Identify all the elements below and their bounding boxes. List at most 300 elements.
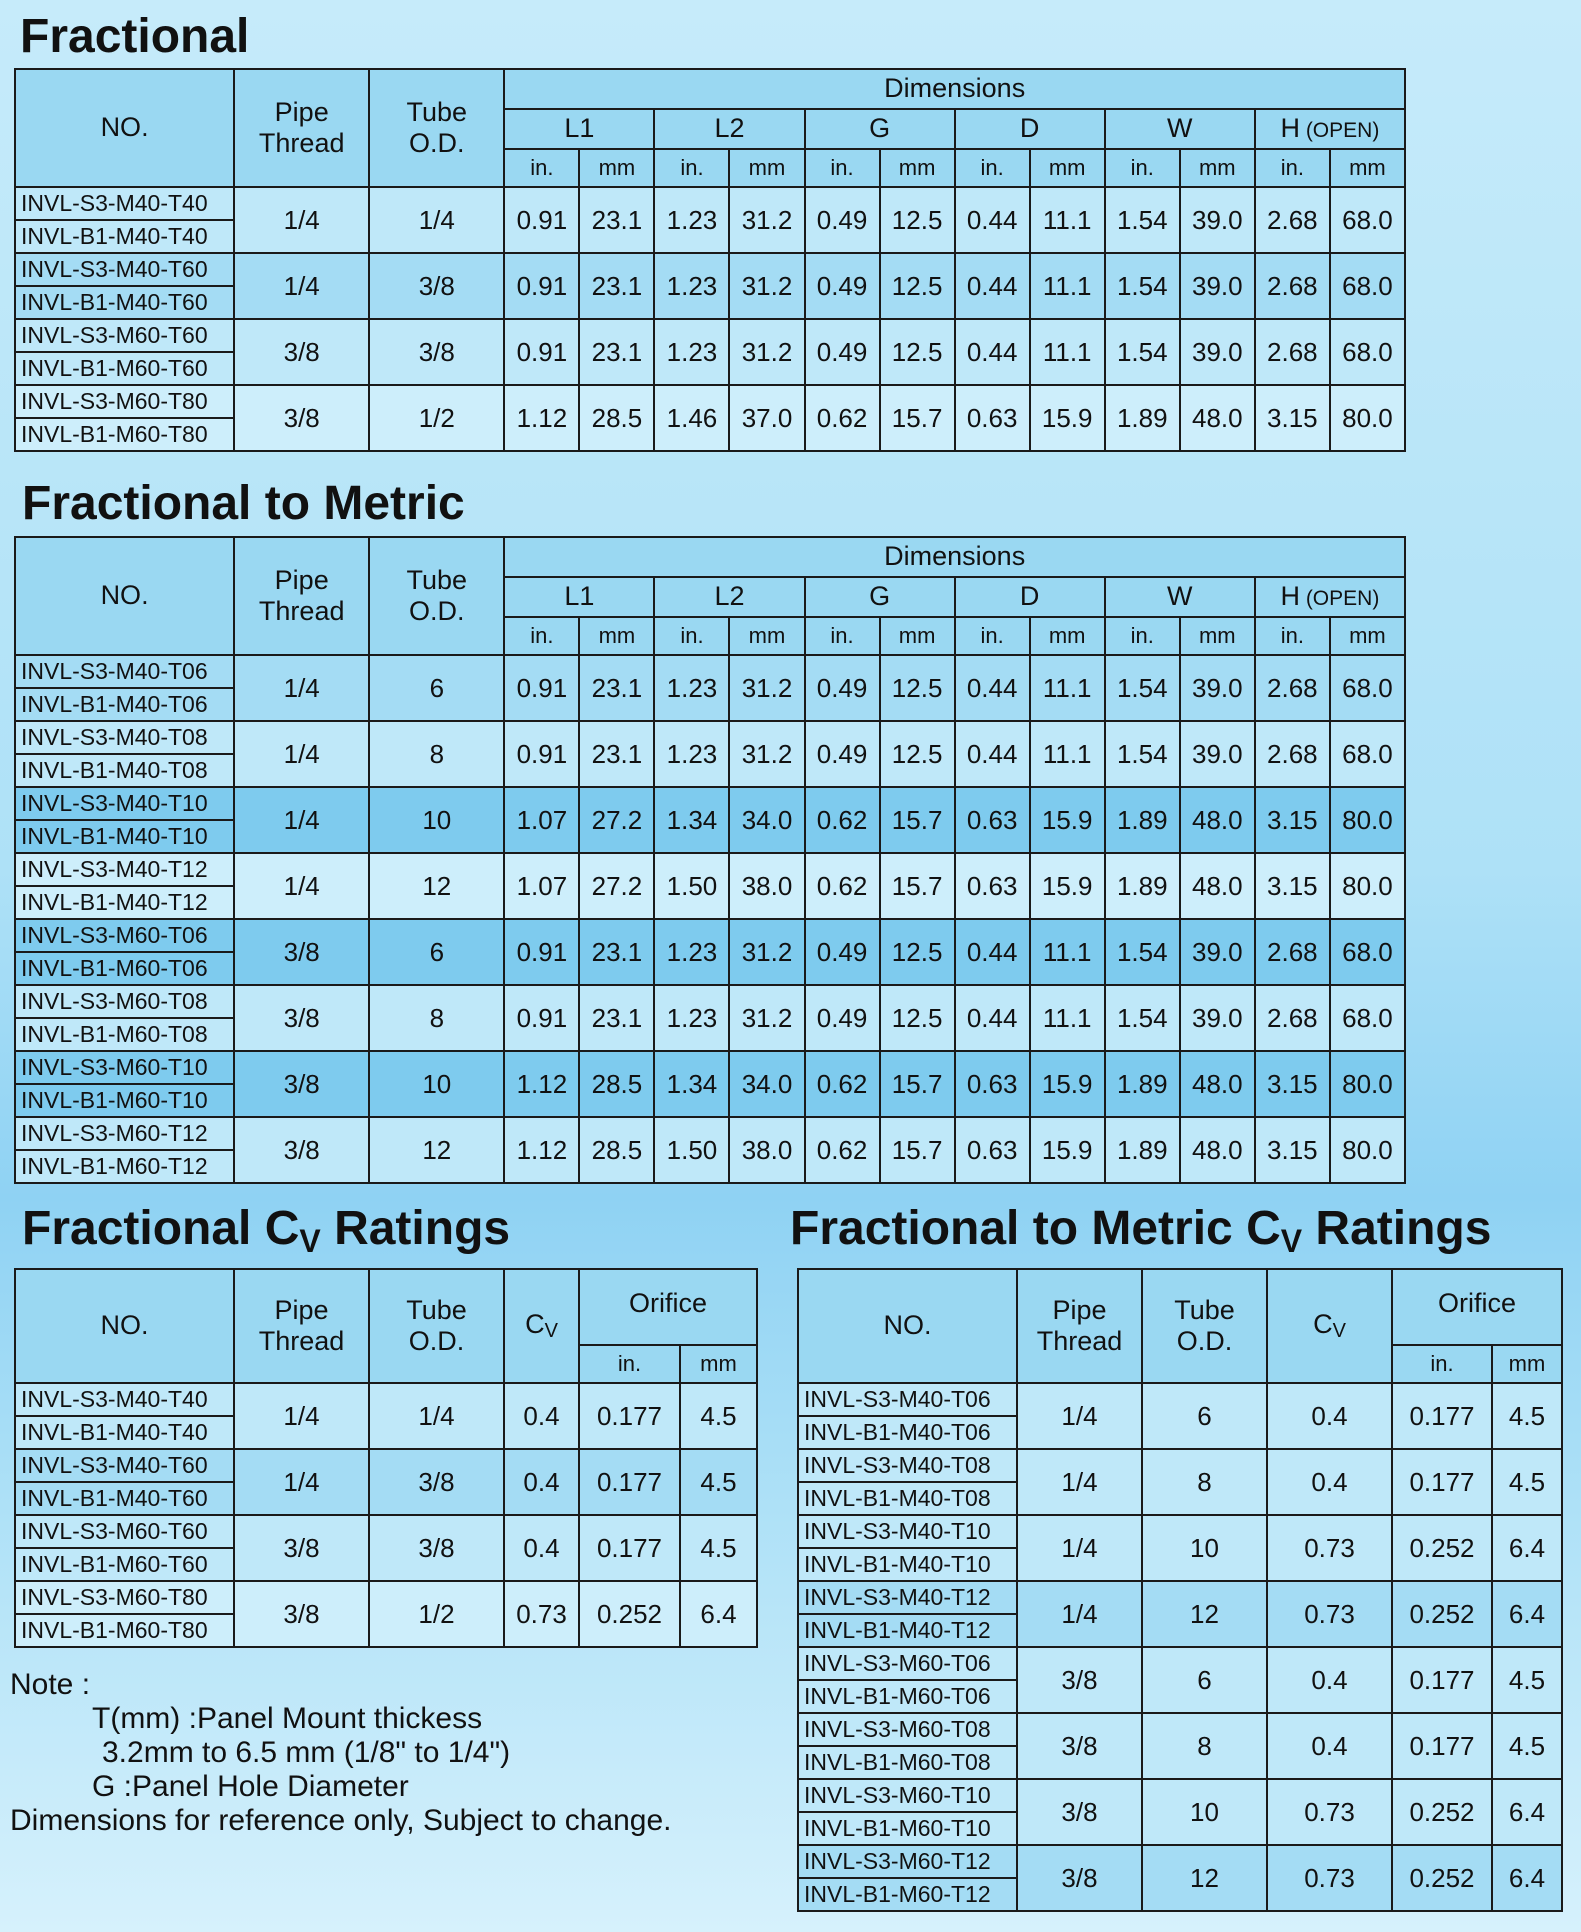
model-number: INVL-B1-M60-T60: [15, 1548, 234, 1581]
dimension-value: 1.12: [504, 385, 579, 451]
fractional-dimensions-table: [14, 68, 1406, 452]
model-number: INVL-S3-M40-T12: [15, 853, 234, 886]
orifice-in-value: 0.177: [579, 1515, 680, 1581]
tube-od-value: 10: [1142, 1515, 1267, 1581]
dimension-value: 68.0: [1330, 655, 1405, 721]
pipe-thread-value: 3/8: [234, 919, 369, 985]
dimension-value: 38.0: [729, 853, 804, 919]
model-number: INVL-B1-M60-T12: [798, 1878, 1017, 1911]
dimension-value: 1.34: [654, 1051, 729, 1117]
model-number: INVL-B1-M60-T80: [15, 418, 234, 451]
header-unit-in: in.: [579, 1345, 680, 1383]
dimension-value: 15.9: [1030, 1117, 1105, 1183]
header-text: Thread: [1036, 1326, 1123, 1356]
title-text: Fractional to Metric C: [790, 1202, 1281, 1255]
dimension-value: 11.1: [1030, 319, 1105, 385]
header-tube-od: [369, 537, 504, 655]
dimension-value: 15.9: [1030, 853, 1105, 919]
header-l2: L2: [654, 109, 804, 149]
header-text: H: [1280, 113, 1300, 144]
model-number: INVL-S3-M40-T60: [15, 253, 234, 286]
table-row: [15, 1515, 757, 1548]
header-g: G: [805, 109, 955, 149]
table-row: [15, 187, 1405, 220]
dimension-value: 11.1: [1030, 655, 1105, 721]
table-row: [15, 385, 1405, 418]
tube-od-value: 1/2: [369, 1581, 504, 1647]
tube-od-value: 1/4: [369, 1383, 504, 1449]
header-g: G: [805, 577, 955, 617]
dimension-value: 11.1: [1030, 253, 1105, 319]
dimension-value: 11.1: [1030, 187, 1105, 253]
model-number: INVL-S3-M40-T06: [15, 655, 234, 688]
tube-od-value: 10: [369, 1051, 504, 1117]
header-text: Thread: [258, 1326, 345, 1356]
dimension-value: 1.07: [504, 787, 579, 853]
dimension-value: 1.23: [654, 253, 729, 319]
header-tube-od: [369, 69, 504, 187]
header-orifice: Orifice: [579, 1269, 757, 1345]
header-unit-in: in.: [805, 617, 880, 655]
orifice-mm-value: 4.5: [1492, 1383, 1562, 1449]
dimension-value: 0.62: [805, 787, 880, 853]
dimension-value: 0.91: [504, 919, 579, 985]
pipe-thread-value: 1/4: [234, 1383, 369, 1449]
header-unit-mm: mm: [579, 149, 654, 187]
title-text: Ratings: [320, 1202, 511, 1255]
model-number: INVL-S3-M60-T60: [15, 1515, 234, 1548]
header-text: Thread: [258, 128, 345, 158]
tube-od-value: 12: [369, 1117, 504, 1183]
header-h: [1255, 109, 1405, 149]
dimension-value: 39.0: [1180, 253, 1255, 319]
dimension-value: 48.0: [1180, 853, 1255, 919]
pipe-thread-value: 3/8: [234, 319, 369, 385]
table-row: [798, 1581, 1562, 1614]
dimension-value: 0.91: [504, 985, 579, 1051]
dimension-value: 1.89: [1105, 1051, 1180, 1117]
table-row: [798, 1515, 1562, 1548]
header-unit-in: in.: [504, 149, 579, 187]
orifice-mm-value: 6.4: [680, 1581, 757, 1647]
pipe-thread-value: 3/8: [1017, 1713, 1142, 1779]
section-title-fractional-to-metric-cv-ratings: [790, 1202, 1491, 1268]
model-number: INVL-S3-M60-T08: [15, 985, 234, 1018]
header-text: (OPEN): [1299, 587, 1380, 611]
header-orifice: Orifice: [1392, 1269, 1562, 1345]
note-line: T(mm) :Panel Mount thickess: [92, 1702, 483, 1735]
section-title-fractional: Fractional: [20, 10, 250, 63]
header-no: NO.: [15, 69, 234, 187]
header-d: D: [955, 109, 1105, 149]
orifice-mm-value: 4.5: [680, 1383, 757, 1449]
orifice-mm-value: 4.5: [1492, 1647, 1562, 1713]
dimension-value: 12.5: [880, 187, 955, 253]
dimension-value: 0.44: [955, 319, 1030, 385]
header-unit-mm: mm: [880, 149, 955, 187]
orifice-mm-value: 4.5: [1492, 1449, 1562, 1515]
model-number: INVL-S3-M60-T06: [15, 919, 234, 952]
pipe-thread-value: 1/4: [234, 721, 369, 787]
dimension-value: 0.49: [805, 187, 880, 253]
tube-od-value: 12: [1142, 1845, 1267, 1911]
cv-value: 0.73: [504, 1581, 579, 1647]
dimension-value: 31.2: [729, 985, 804, 1051]
table-row: [15, 721, 1405, 754]
orifice-in-value: 0.252: [1392, 1515, 1492, 1581]
tube-od-value: 6: [1142, 1647, 1267, 1713]
dimension-value: 48.0: [1180, 1117, 1255, 1183]
model-number: INVL-B1-M40-T40: [15, 1416, 234, 1449]
dimension-value: 23.1: [579, 187, 654, 253]
cv-value: 0.4: [1267, 1449, 1392, 1515]
header-w: W: [1105, 577, 1255, 617]
tube-od-value: 12: [1142, 1581, 1267, 1647]
dimension-value: 0.44: [955, 253, 1030, 319]
dimension-value: 1.23: [654, 721, 729, 787]
dimension-value: 31.2: [729, 319, 804, 385]
header-unit-in: in.: [1255, 149, 1330, 187]
dimension-value: 68.0: [1330, 187, 1405, 253]
dimension-value: 31.2: [729, 253, 804, 319]
section-title-fractional-to-metric: Fractional to Metric: [22, 477, 465, 530]
header-unit-mm: mm: [1030, 149, 1105, 187]
model-number: INVL-B1-M60-T10: [15, 1084, 234, 1117]
pipe-thread-value: 1/4: [234, 853, 369, 919]
dimension-value: 0.63: [955, 1117, 1030, 1183]
model-number: INVL-B1-M40-T08: [15, 754, 234, 787]
dimension-value: 15.9: [1030, 385, 1105, 451]
pipe-thread-value: 3/8: [234, 385, 369, 451]
dimension-value: 12.5: [880, 655, 955, 721]
tube-od-value: 12: [369, 853, 504, 919]
header-l1: L1: [504, 577, 654, 617]
model-number: INVL-B1-M40-T10: [798, 1548, 1017, 1581]
dimension-value: 0.91: [504, 721, 579, 787]
model-number: INVL-B1-M40-T40: [15, 220, 234, 253]
dimension-value: 38.0: [729, 1117, 804, 1183]
dimension-value: 0.62: [805, 1051, 880, 1117]
cv-value: 0.4: [504, 1449, 579, 1515]
model-number: INVL-B1-M40-T08: [798, 1482, 1017, 1515]
dimension-value: 2.68: [1255, 319, 1330, 385]
dimension-value: 12.5: [880, 919, 955, 985]
dimension-value: 2.68: [1255, 721, 1330, 787]
pipe-thread-value: 1/4: [234, 187, 369, 253]
header-unit-in: in.: [1105, 617, 1180, 655]
cv-value: 0.73: [1267, 1779, 1392, 1845]
header-text: Pipe: [274, 564, 329, 595]
dimension-value: 2.68: [1255, 985, 1330, 1051]
table-row: [15, 319, 1405, 352]
header-cv: [504, 1269, 579, 1383]
orifice-mm-value: 6.4: [1492, 1581, 1562, 1647]
dimension-value: 2.68: [1255, 253, 1330, 319]
dimension-value: 39.0: [1180, 655, 1255, 721]
dimension-value: 1.23: [654, 919, 729, 985]
table-row: [798, 1383, 1562, 1416]
dimension-value: 23.1: [579, 655, 654, 721]
pipe-thread-value: 1/4: [234, 253, 369, 319]
tube-od-value: 8: [1142, 1449, 1267, 1515]
dimension-value: 1.54: [1105, 721, 1180, 787]
model-number: INVL-B1-M60-T12: [15, 1150, 234, 1183]
pipe-thread-value: 1/4: [1017, 1449, 1142, 1515]
header-text: Pipe: [1052, 1294, 1107, 1325]
title-subscript: V: [299, 1223, 321, 1259]
dimension-value: 0.44: [955, 985, 1030, 1051]
dimension-value: 0.91: [504, 253, 579, 319]
dimension-value: 1.54: [1105, 919, 1180, 985]
model-number: INVL-B1-M60-T08: [798, 1746, 1017, 1779]
dimension-value: 1.50: [654, 853, 729, 919]
pipe-thread-value: 3/8: [234, 1581, 369, 1647]
dimension-value: 34.0: [729, 787, 804, 853]
orifice-mm-value: 4.5: [680, 1449, 757, 1515]
dimension-value: 3.15: [1255, 853, 1330, 919]
dimension-value: 3.15: [1255, 787, 1330, 853]
table-row: [798, 1713, 1562, 1746]
dimension-value: 1.54: [1105, 187, 1180, 253]
table-row: [15, 1051, 1405, 1084]
model-number: INVL-S3-M40-T10: [798, 1515, 1017, 1548]
header-pipe-thread: [1017, 1269, 1142, 1383]
table-row: [798, 1845, 1562, 1878]
tube-od-value: 3/8: [369, 253, 504, 319]
header-text: V: [544, 1320, 558, 1342]
dimension-value: 1.89: [1105, 385, 1180, 451]
dimension-value: 1.50: [654, 1117, 729, 1183]
pipe-thread-value: 3/8: [1017, 1845, 1142, 1911]
table-row: [798, 1449, 1562, 1482]
dimension-value: 31.2: [729, 721, 804, 787]
tube-od-value: 8: [369, 985, 504, 1051]
dimension-value: 1.89: [1105, 787, 1180, 853]
header-unit-mm: mm: [1492, 1345, 1562, 1383]
tube-od-value: 6: [369, 655, 504, 721]
dimension-value: 1.12: [504, 1051, 579, 1117]
header-pipe-thread: [234, 1269, 369, 1383]
dimension-value: 1.89: [1105, 853, 1180, 919]
dimension-value: 12.5: [880, 253, 955, 319]
dimension-value: 0.44: [955, 721, 1030, 787]
dimension-value: 3.15: [1255, 1117, 1330, 1183]
dimension-value: 1.54: [1105, 319, 1180, 385]
header-unit-in: in.: [1255, 617, 1330, 655]
header-unit-mm: mm: [729, 617, 804, 655]
tube-od-value: 6: [1142, 1383, 1267, 1449]
model-number: INVL-S3-M40-T40: [15, 1383, 234, 1416]
model-number: INVL-B1-M40-T60: [15, 1482, 234, 1515]
orifice-in-value: 0.177: [1392, 1713, 1492, 1779]
header-unit-mm: mm: [579, 617, 654, 655]
model-number: INVL-S3-M60-T06: [798, 1647, 1017, 1680]
model-number: INVL-S3-M60-T10: [798, 1779, 1017, 1812]
dimension-value: 0.49: [805, 985, 880, 1051]
header-text: Tube: [1174, 1294, 1235, 1325]
dimension-value: 39.0: [1180, 187, 1255, 253]
table-row: [15, 1581, 757, 1614]
model-number: INVL-B1-M60-T60: [15, 352, 234, 385]
orifice-in-value: 0.177: [579, 1449, 680, 1515]
dimension-value: 0.91: [504, 319, 579, 385]
dimension-value: 48.0: [1180, 787, 1255, 853]
dimension-value: 31.2: [729, 655, 804, 721]
header-text: O.D.: [409, 128, 465, 158]
dimension-value: 15.7: [880, 853, 955, 919]
dimension-value: 0.49: [805, 919, 880, 985]
pipe-thread-value: 3/8: [1017, 1779, 1142, 1845]
tube-od-value: 1/4: [369, 187, 504, 253]
model-number: INVL-S3-M60-T80: [15, 385, 234, 418]
dimension-value: 39.0: [1180, 319, 1255, 385]
model-number: INVL-B1-M60-T06: [798, 1680, 1017, 1713]
dimension-value: 31.2: [729, 919, 804, 985]
tube-od-value: 8: [369, 721, 504, 787]
dimension-value: 68.0: [1330, 253, 1405, 319]
dimension-value: 68.0: [1330, 985, 1405, 1051]
model-number: INVL-S3-M40-T08: [798, 1449, 1017, 1482]
dimension-value: 68.0: [1330, 721, 1405, 787]
header-tube-od: [1142, 1269, 1267, 1383]
pipe-thread-value: 1/4: [234, 655, 369, 721]
tube-od-value: 6: [369, 919, 504, 985]
cv-value: 0.4: [504, 1515, 579, 1581]
orifice-in-value: 0.252: [1392, 1845, 1492, 1911]
header-l2: L2: [654, 577, 804, 617]
dimension-value: 80.0: [1330, 787, 1405, 853]
dimension-value: 0.62: [805, 1117, 880, 1183]
dimension-value: 28.5: [579, 1117, 654, 1183]
dimension-value: 0.49: [805, 319, 880, 385]
header-w: W: [1105, 109, 1255, 149]
dimension-value: 1.54: [1105, 655, 1180, 721]
header-text: Pipe: [274, 1294, 329, 1325]
header-text: Tube: [406, 564, 468, 595]
header-cv: [1267, 1269, 1392, 1383]
dimension-value: 12.5: [880, 319, 955, 385]
model-number: INVL-S3-M60-T08: [798, 1713, 1017, 1746]
header-text: Tube: [406, 1294, 467, 1325]
note-line: G :Panel Hole Diameter: [92, 1770, 409, 1803]
header-unit-in: in.: [1392, 1345, 1492, 1383]
pipe-thread-value: 3/8: [234, 985, 369, 1051]
orifice-mm-value: 6.4: [1492, 1845, 1562, 1911]
header-pipe-thread: [234, 537, 369, 655]
model-number: INVL-S3-M60-T60: [15, 319, 234, 352]
orifice-in-value: 0.252: [1392, 1779, 1492, 1845]
cv-value: 0.73: [1267, 1845, 1392, 1911]
header-unit-in: in.: [654, 617, 729, 655]
dimension-value: 80.0: [1330, 385, 1405, 451]
dimension-value: 2.68: [1255, 655, 1330, 721]
dimension-value: 80.0: [1330, 853, 1405, 919]
tube-od-value: 8: [1142, 1713, 1267, 1779]
header-h: [1255, 577, 1405, 617]
model-number: INVL-S3-M60-T12: [15, 1117, 234, 1150]
dimension-value: 39.0: [1180, 985, 1255, 1051]
dimension-value: 0.63: [955, 787, 1030, 853]
cv-value: 0.4: [1267, 1713, 1392, 1779]
tube-od-value: 3/8: [369, 1449, 504, 1515]
dimension-value: 27.2: [579, 787, 654, 853]
dimension-value: 0.44: [955, 187, 1030, 253]
tube-od-value: 10: [369, 787, 504, 853]
model-number: INVL-S3-M60-T10: [15, 1051, 234, 1084]
header-l1: L1: [504, 109, 654, 149]
orifice-mm-value: 6.4: [1492, 1515, 1562, 1581]
header-dimensions: Dimensions: [504, 69, 1405, 109]
dimension-value: 15.7: [880, 1051, 955, 1117]
dimension-value: 0.44: [955, 655, 1030, 721]
cv-value: 0.4: [1267, 1383, 1392, 1449]
dimension-value: 23.1: [579, 253, 654, 319]
table-row: [15, 1383, 757, 1416]
dimension-value: 0.63: [955, 853, 1030, 919]
tube-od-value: 1/2: [369, 385, 504, 451]
dimension-value: 1.54: [1105, 985, 1180, 1051]
pipe-thread-value: 1/4: [1017, 1383, 1142, 1449]
model-number: INVL-S3-M40-T60: [15, 1449, 234, 1482]
dimension-value: 68.0: [1330, 319, 1405, 385]
model-number: INVL-B1-M40-T06: [798, 1416, 1017, 1449]
header-unit-mm: mm: [880, 617, 955, 655]
orifice-in-value: 0.177: [1392, 1383, 1492, 1449]
model-number: INVL-S3-M40-T40: [15, 187, 234, 220]
dimension-value: 15.7: [880, 385, 955, 451]
dimension-value: 15.9: [1030, 1051, 1105, 1117]
header-unit-in: in.: [654, 149, 729, 187]
dimension-value: 80.0: [1330, 1117, 1405, 1183]
table-row: [15, 1117, 1405, 1150]
dimension-value: 0.62: [805, 385, 880, 451]
dimension-value: 15.7: [880, 787, 955, 853]
header-unit-mm: mm: [1330, 149, 1405, 187]
tube-od-value: 3/8: [369, 1515, 504, 1581]
dimension-value: 39.0: [1180, 919, 1255, 985]
note-label: Note :: [10, 1668, 91, 1701]
header-unit-in: in.: [805, 149, 880, 187]
orifice-in-value: 0.252: [579, 1581, 680, 1647]
dimension-value: 0.63: [955, 385, 1030, 451]
dimension-value: 0.63: [955, 1051, 1030, 1117]
header-unit-mm: mm: [680, 1345, 757, 1383]
orifice-in-value: 0.177: [1392, 1449, 1492, 1515]
model-number: INVL-S3-M40-T12: [798, 1581, 1017, 1614]
header-text: Pipe: [274, 96, 329, 127]
header-d: D: [955, 577, 1105, 617]
tube-od-value: 10: [1142, 1779, 1267, 1845]
header-unit-in: in.: [1105, 149, 1180, 187]
dimension-value: 15.9: [1030, 787, 1105, 853]
dimension-value: 0.49: [805, 721, 880, 787]
dimension-value: 23.1: [579, 319, 654, 385]
header-text: (OPEN): [1299, 119, 1380, 143]
pipe-thread-value: 3/8: [234, 1515, 369, 1581]
orifice-mm-value: 6.4: [1492, 1779, 1562, 1845]
dimension-value: 0.44: [955, 919, 1030, 985]
dimension-value: 68.0: [1330, 919, 1405, 985]
dimension-value: 23.1: [579, 919, 654, 985]
cv-value: 0.4: [504, 1383, 579, 1449]
note-block: [10, 1668, 671, 1838]
dimension-value: 48.0: [1180, 385, 1255, 451]
pipe-thread-value: 1/4: [234, 787, 369, 853]
orifice-in-value: 0.252: [1392, 1581, 1492, 1647]
dimension-value: 11.1: [1030, 985, 1105, 1051]
dimension-value: 0.49: [805, 253, 880, 319]
model-number: INVL-B1-M40-T10: [15, 820, 234, 853]
